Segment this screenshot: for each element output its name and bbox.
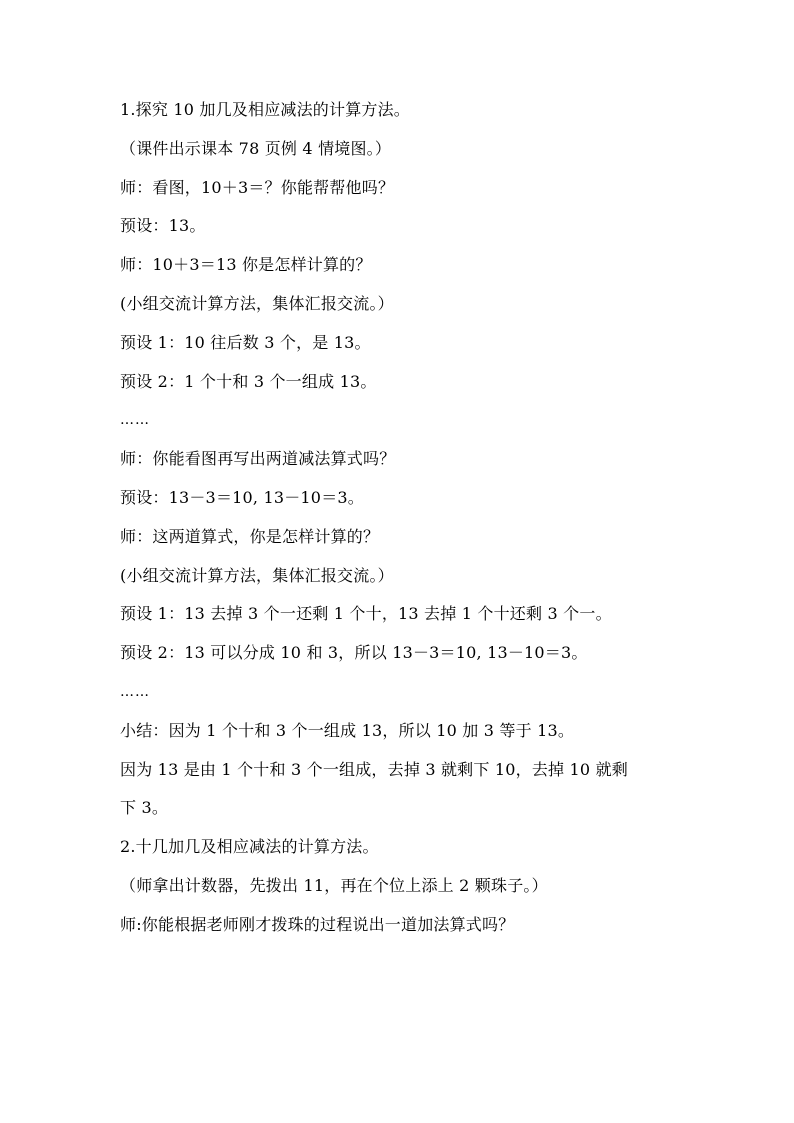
- paragraph-line: (小组交流计算方法，集体汇报交流。）: [120, 565, 394, 585]
- paragraph-line: （课件出示课本 78 页例 4 情境图。）: [120, 138, 392, 158]
- paragraph-line: 预设 2：13 可以分成 10 和 3，所以 13－3＝10, 13－10＝3。: [120, 643, 588, 663]
- paragraph-line: （师拿出计数器，先拨出 11，再在个位上添上 2 颗珠子。）: [120, 875, 548, 895]
- paragraph-line: 预设 2：1 个十和 3 个一组成 13。: [120, 371, 377, 391]
- paragraph-line: 师：看图，10＋3＝？你能帮帮他吗？: [120, 177, 395, 197]
- paragraph-line: 因为 13 是由 1 个十和 3 个一组成，去掉 3 就剩下 10，去掉 10 就剩: [120, 759, 628, 779]
- paragraph-line: 师：10＋3＝13 你是怎样计算的？: [120, 255, 372, 275]
- paragraph-line: 预设 1：13 去掉 3 个一还剩 1 个十，13 去掉 1 个十还剩 3 个一。: [120, 604, 612, 624]
- paragraph-line: 下 3。: [120, 798, 169, 818]
- paragraph-line: 师：这两道算式，你是怎样计算的？: [120, 526, 380, 546]
- section-heading-2: 2.十几加几及相应减法的计算方法。: [120, 837, 379, 857]
- ellipsis-line: ……: [120, 412, 150, 429]
- paragraph-line: 师:你能根据老师刚才拨珠的过程说出一道加法算式吗？: [120, 914, 515, 934]
- document-body: [120, 100, 680, 954]
- paragraph-line: 预设：13。: [120, 216, 206, 236]
- paragraph-line: 师：你能看图再写出两道减法算式吗？: [120, 449, 396, 469]
- paragraph-line: 预设 1：10 往后数 3 个，是 13。: [120, 332, 371, 352]
- ellipsis-line: ……: [120, 683, 150, 700]
- paragraph-line: 小结：因为 1 个十和 3 个一组成 13，所以 10 加 3 等于 13。: [120, 720, 575, 740]
- section-heading-1: 1.探究 10 加几及相应减法的计算方法。: [120, 100, 410, 119]
- paragraph-line: 预设：13－3＝10, 13－10＝3。: [120, 487, 364, 507]
- paragraph-line: (小组交流计算方法，集体汇报交流。）: [120, 293, 394, 313]
